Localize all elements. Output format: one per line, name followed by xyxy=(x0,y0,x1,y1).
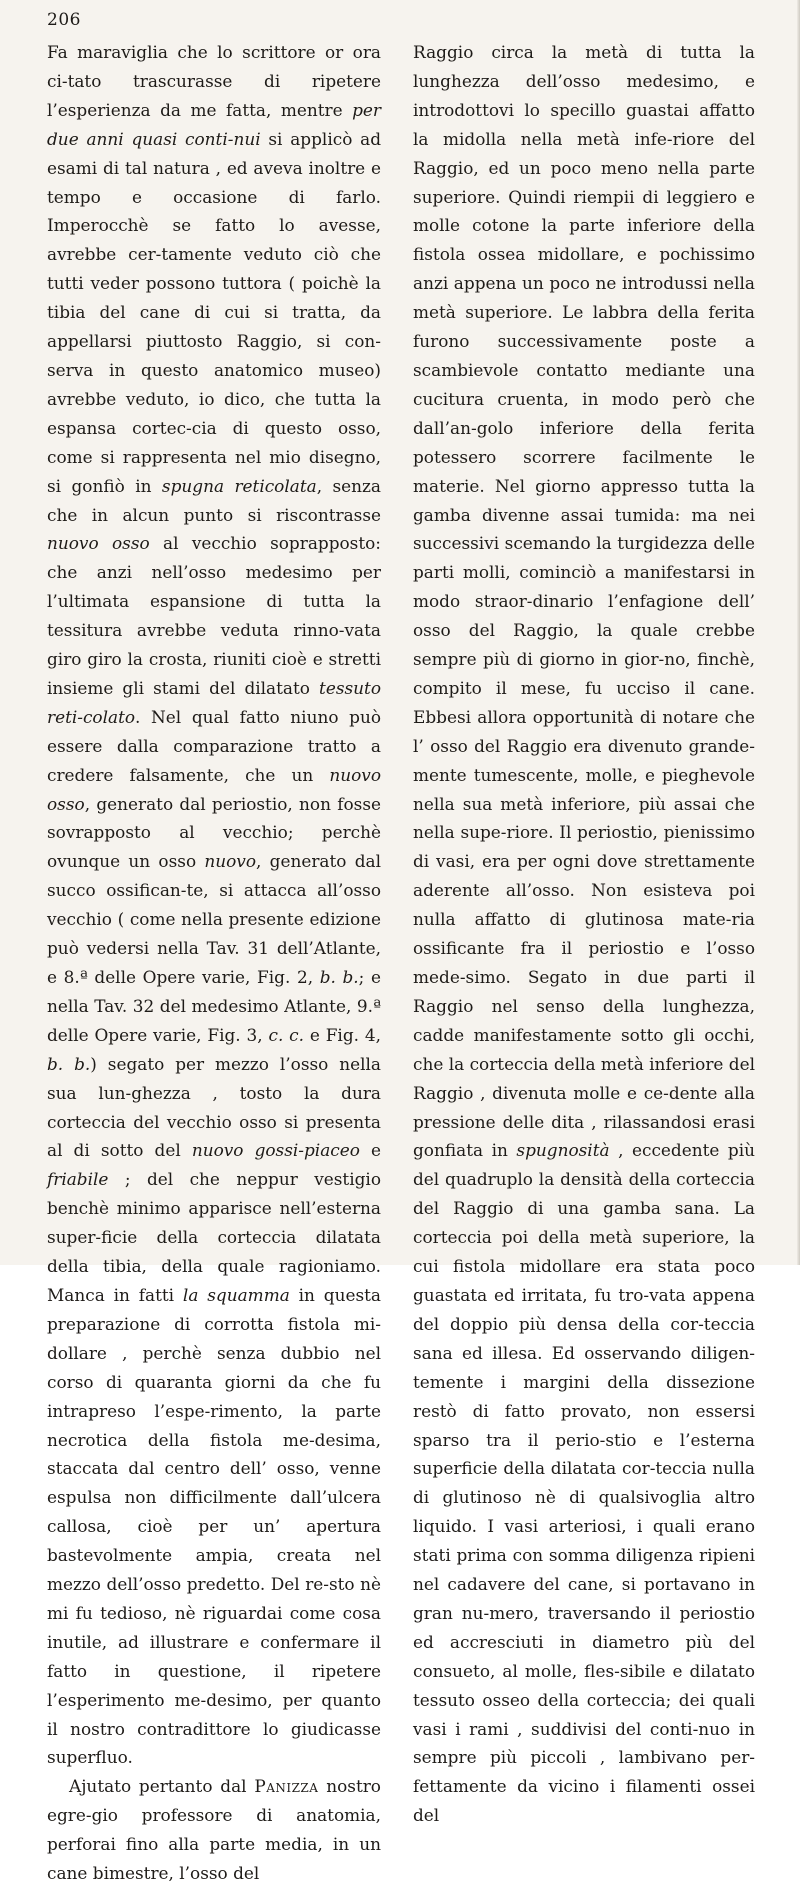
text-run: e Fig. 4, xyxy=(304,1024,381,1045)
italic-text: per due anni quasi conti-nui xyxy=(47,99,381,149)
italic-text: la squamma xyxy=(182,1284,290,1305)
italic-text: nuovo xyxy=(204,851,257,872)
text-run: ) segato per mezzo l’osso nella sua lun-ghezza , tosto la dura corteccia del vecchio osso si presenta al di sotto del xyxy=(47,1053,381,1161)
text-run: nostro egre-gio professore di anatomia, perforai fino alla parte media, in un cane bimestre, l’osso del xyxy=(47,1776,381,1884)
text-run: Fa maraviglia che lo scrittore or ora ci-tato trascurasse di ripetere l’esperienza da me fatta, mentre xyxy=(47,42,381,120)
italic-text: nuovo osso xyxy=(47,533,150,554)
italic-text: spugna reticolata xyxy=(161,475,317,496)
text-run: , senza che in alcun punto si riscontrasse xyxy=(47,475,381,525)
italic-text: b. b. xyxy=(47,1053,91,1074)
text-run: Ajutato pertanto dal xyxy=(69,1776,255,1797)
smallcaps-name: Panizza xyxy=(254,1776,319,1797)
paragraph xyxy=(47,1772,381,1888)
italic-text: spugnosità xyxy=(516,1140,610,1161)
italic-text: tessuto reti-colato xyxy=(47,677,381,727)
text-run: , generato dal periostio, non fosse sovrapposto al vecchio; perchè ovunque un osso xyxy=(47,793,381,872)
text-run: . Nel qual fatto niuno può essere dalla comparazione tratto a credere falsamente, che un xyxy=(47,706,381,785)
text-run: e xyxy=(359,1140,381,1161)
text-run: ; e nella Tav. 32 del medesimo Atlante, 9.ª delle Opere varie, Fig. 3, xyxy=(47,967,381,1045)
italic-text: c. c. xyxy=(268,1024,304,1045)
text-run: al vecchio soprapposto: che anzi nell’osso medesimo per l’ultimata espansione di tutta la tessitura avrebbe veduta rinno-vata giro giro la crosta, riuniti cioè e stretti insieme gli stami del dilatato xyxy=(47,533,382,698)
italic-text: b. b. xyxy=(319,967,359,987)
text-run: si applicò ad esami di tal natura , ed aveva inoltre e tempo e occasione di farlo. Imperocchè se fatto lo avesse, avrebbe cer-tamente veduto ciò che tutti veder possono tuttora ( poichè la tibia del cane di cui si tratta, da appellarsi piuttosto Raggio, si con-serva in questo anatomico museo) avrebbe veduto, io dico, che tutta la espansa cortec-cia di questo osso, come si rappresenta nel mio disegno, si gonfiò in xyxy=(47,128,382,496)
text-run: , generato dal succo ossifican-te, si attacca all’osso vecchio ( come nella presente edizione può vedersi nella Tav. 31 dell’Atlante, e 8.ª delle Opere varie, Fig. 2, xyxy=(47,851,381,987)
left-text-column xyxy=(47,38,381,1888)
italic-text: friabile xyxy=(47,1169,109,1190)
text-run: Raggio circa la metà di tutta la lunghezza dell’osso medesimo, e introdottovi lo specillo guastai affatto la midolla nella metà infe-riore del Raggio, ed un poco meno nella parte superiore. Quindi riempii di leggiero e molle cotone la parte inferiore della fistola ossea midollare, e pochissimo anzi appena un poco ne introdussi nella metà superiore. Le labbra della ferita furono successivamente poste a scambievole contatto mediante una cucitura cruenta, in modo però che dall’an-golo inferiore della ferita potessero scorrere facilmente le materie. Nel giorno appresso tutta la gamba divenne assai tumida: ma nei successivi scemando la turgidezza delle parti molli, cominciò a manifestarsi in modo straor-dinario l’enfagione dell’ osso del Raggio, la quale crebbe sempre più di giorno in gior-no, finchè, compito il mese, fu ucciso il cane. Ebbesi allora opportunità di notare che l’ osso del Raggio era divenuto grande-mente tumescente, molle, e pieghevole nella sua metà inferiore, più assai che nella supe-riore. Il periostio, pienissimo di vasi, era per ogni dove strettamente aderente all’osso. Non esisteva poi nulla affatto di glutinosa mate-ria ossificante fra il periostio e l’osso mede-simo. Segato in due parti il Raggio nel senso della lunghezza, cadde manifestamente sotto gli occhi, che la corteccia della metà inferiore del Raggio , divenuta molle e ce-dente alla pressione delle dita , rilassandosi erasi gonfiata in xyxy=(413,42,755,1161)
text-run: ; del che neppur vestigio benchè minimo apparisce nell’esterna super-ficie della corteccia dilatata della tibia, della quale ragioniamo. Manca in fatti xyxy=(47,1169,381,1305)
text-run: in questa preparazione di corrotta fistola mi-dollare , perchè senza dubbio nel corso di quaranta giorni da che fu intrapreso l’espe-rimento, la parte necrotica della fistola me-desima, staccata dal centro dell’ osso, venne espulsa non difficilmente dall’ulcera callosa, cioè per un’ apertura bastevolmente ampia, creata nel mezzo dell’osso predetto. Del re-sto nè mi fu tedioso, nè riguardai come cosa inutile, ad illustrare e confermare il fatto in questione, il ripetere l’esperimento me-desimo, per quanto il nostro contradittore lo giudicasse superfluo. xyxy=(47,1284,382,1768)
italic-text: nuovo osso xyxy=(47,764,381,814)
text-run: , eccedente più del quadruplo la densità della corteccia del Raggio di una gamba sana. La corteccia poi della metà superiore, la cui fistola midollare era stata poco guastata ed irritata, fu tro-vata appena del doppio più densa della cor-teccia sana ed illesa. Ed osservando diligen-temente i margini della dissezione restò di fatto provato, non essersi sparso tra il perio-stio e l’esterna superficie della dilatata cor-teccia nulla di glutinoso nè di qualsivoglia altro liquido. I vasi arteriosi, i quali erano stati prima con somma diligenza ripieni nel cadavere del cane, si portavano in gran nu-mero, traversando il periostio ed accresciuti in diametro più del consueto, al molle, fles-sibile e dilatato tessuto osseo della corteccia; dei quali vasi i rami , suddivisi del conti-nuo in sempre più piccoli , lambivano per-fettamente da vicino i filamenti ossei del xyxy=(413,1140,755,1826)
italic-text: nuovo gossi-piaceo xyxy=(191,1140,360,1161)
page-number: 206 xyxy=(47,10,81,30)
right-text-column xyxy=(413,38,755,1830)
paragraph xyxy=(413,38,755,1830)
paragraph xyxy=(47,38,381,1772)
